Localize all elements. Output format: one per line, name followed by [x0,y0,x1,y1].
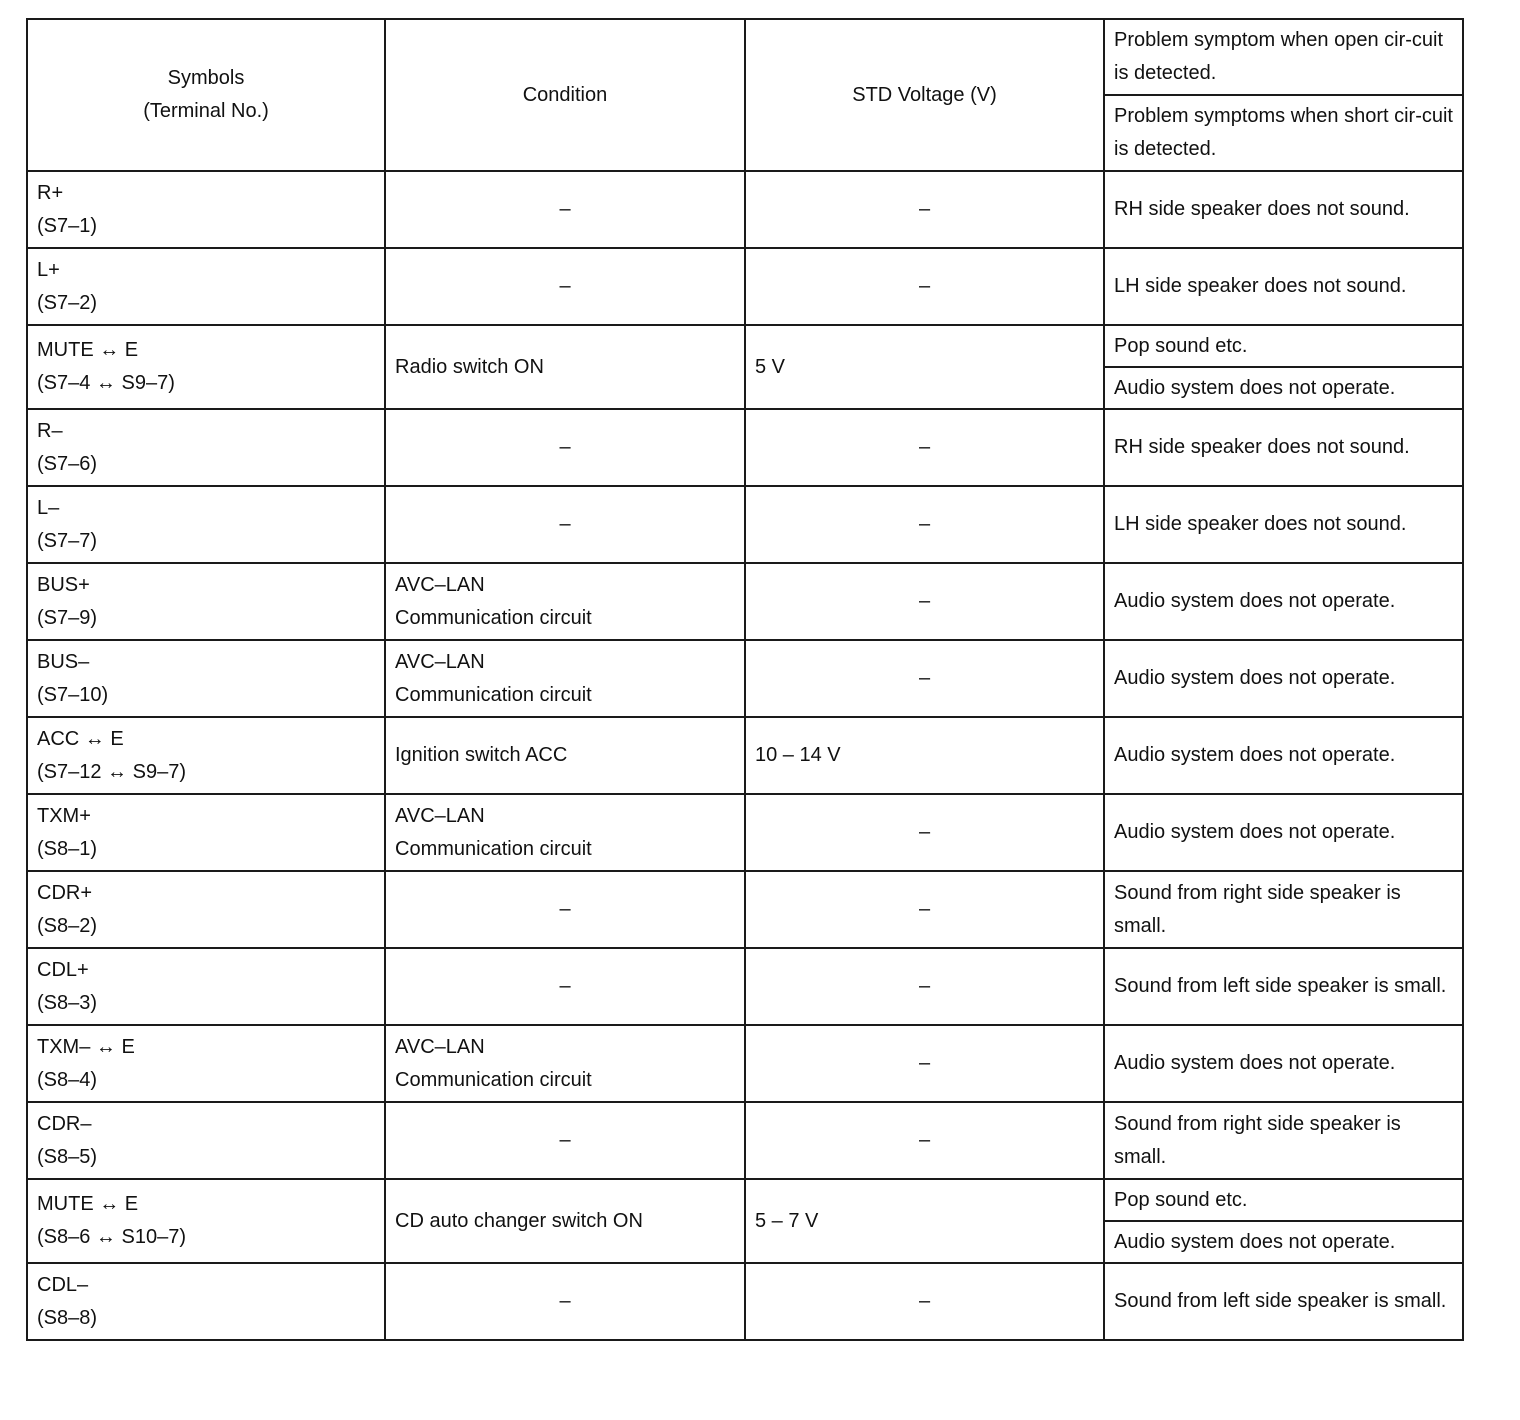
symptom-cell: LH side speaker does not sound. [1104,486,1463,563]
symptom-cell: Sound from left side speaker is small. [1104,1263,1463,1340]
voltage-cell: – [745,948,1104,1025]
symbol-name: CDR– [37,1112,92,1135]
terminal-no: (S7–1) [37,214,98,237]
table-row [27,640,1463,717]
symbol-cell [27,871,385,948]
terminal-no: (S7–6) [37,452,98,475]
condition-cell: Ignition switch ACC [385,717,745,794]
table-row [27,1179,1463,1221]
condition-line1: AVC–LAN [395,804,485,827]
symbol-cell [27,486,385,563]
symptom-short-cell: Audio system does not operate. [1104,1221,1463,1263]
table-row [27,1263,1463,1340]
symptom-cell: Audio system does not operate. [1104,794,1463,871]
header-symbols-line2: (Terminal No.) [143,100,269,122]
symptom-open-cell: Pop sound etc. [1104,1179,1463,1221]
voltage-cell: 5 – 7 V [745,1179,1104,1263]
symbol-name: TXM+ [37,804,91,827]
symbol-name: L+ [37,258,60,281]
symptom-cell: RH side speaker does not sound. [1104,171,1463,248]
symbol-name: BUS+ [37,573,90,596]
condition-line1: AVC–LAN [395,650,485,673]
symbol-cell [27,563,385,640]
symptom-open-cell: Pop sound etc. [1104,325,1463,367]
table-row [27,486,1463,563]
terminal-no: (S7–12 ↔ S9–7) [37,760,186,783]
terminal-no: (S8–5) [37,1145,98,1168]
condition-cell: – [385,248,745,325]
symbol-cell [27,325,385,409]
condition-cell: CD auto changer switch ON [385,1179,745,1263]
header-row [27,19,1463,95]
voltage-cell: – [745,1102,1104,1179]
voltage-cell: – [745,486,1104,563]
condition-cell: – [385,409,745,486]
condition-cell [385,640,745,717]
symbol-name: L– [37,496,60,519]
symbol-cell [27,1179,385,1263]
condition-line1: AVC–LAN [395,1035,485,1058]
symptom-cell: Audio system does not operate. [1104,563,1463,640]
condition-cell [385,1025,745,1102]
condition-cell: Radio switch ON [385,325,745,409]
condition-line2: Communication circuit [395,837,592,860]
terminal-no: (S8–2) [37,914,98,937]
symptom-cell: Sound from right side speaker is small. [1104,1102,1463,1179]
condition-line2: Communication circuit [395,606,592,629]
condition-line2: Communication circuit [395,1068,592,1091]
table-row [27,717,1463,794]
table-row [27,1102,1463,1179]
symptom-cell: Audio system does not operate. [1104,1025,1463,1102]
terminal-no: (S7–2) [37,291,98,314]
voltage-cell: – [745,871,1104,948]
symbol-cell [27,717,385,794]
terminal-no: (S8–8) [37,1306,98,1329]
terminal-voltage-table [26,18,1464,1341]
voltage-cell: – [745,640,1104,717]
symbol-name: BUS– [37,650,90,673]
symbol-cell [27,171,385,248]
terminal-no: (S8–1) [37,837,98,860]
symbol-cell [27,248,385,325]
condition-cell: – [385,486,745,563]
terminal-no: (S7–9) [37,606,98,629]
condition-line1: AVC–LAN [395,573,485,596]
symbol-name: CDL– [37,1273,89,1296]
symbol-cell [27,1263,385,1340]
symbol-cell [27,948,385,1025]
table-row [27,948,1463,1025]
symbol-name: CDL+ [37,958,89,981]
symptom-cell: RH side speaker does not sound. [1104,409,1463,486]
voltage-cell: – [745,1263,1104,1340]
symptom-cell: Sound from left side speaker is small. [1104,948,1463,1025]
terminal-no: (S8–6 ↔ S10–7) [37,1226,186,1248]
symptom-short-cell: Audio system does not operate. [1104,367,1463,409]
voltage-cell: – [745,794,1104,871]
condition-cell: – [385,1102,745,1179]
header-std-voltage: STD Voltage (V) [745,19,1104,171]
header-open-circuit-symptom: Problem symptom when open cir-cuit is detected. [1104,19,1463,95]
condition-cell: – [385,171,745,248]
voltage-cell: – [745,409,1104,486]
terminal-no: (S7–10) [37,683,109,706]
condition-line2: Communication circuit [395,683,592,706]
symbol-name: MUTE ↔ E [37,339,139,361]
symbol-name: CDR+ [37,881,93,904]
voltage-cell: – [745,171,1104,248]
symptom-cell: Sound from right side speaker is small. [1104,871,1463,948]
voltage-cell: 5 V [745,325,1104,409]
condition-cell: – [385,1263,745,1340]
symbol-cell [27,1025,385,1102]
symbol-name: R+ [37,181,64,204]
table-row [27,794,1463,871]
condition-cell [385,563,745,640]
header-symbols-line1: Symbols [167,67,245,89]
terminal-no: (S8–4) [37,1068,98,1091]
header-condition: Condition [385,19,745,171]
table-row [27,171,1463,248]
symbol-name: R– [37,419,63,442]
terminal-no: (S7–4 ↔ S9–7) [37,372,175,394]
symbol-cell [27,409,385,486]
symptom-cell: LH side speaker does not sound. [1104,248,1463,325]
voltage-cell: 10 – 14 V [745,717,1104,794]
symbol-name: TXM– ↔ E [37,1035,135,1058]
terminal-no: (S7–7) [37,529,98,552]
symptom-cell: Audio system does not operate. [1104,717,1463,794]
voltage-cell: – [745,1025,1104,1102]
table-row [27,871,1463,948]
table-row [27,325,1463,367]
symptom-cell: Audio system does not operate. [1104,640,1463,717]
table-row [27,1025,1463,1102]
table-row [27,563,1463,640]
symbol-cell [27,640,385,717]
condition-cell: – [385,871,745,948]
voltage-cell: – [745,563,1104,640]
symbol-name: MUTE ↔ E [37,1193,139,1215]
symbol-cell [27,1102,385,1179]
table-row [27,409,1463,486]
terminal-no: (S8–3) [37,991,98,1014]
table-row [27,248,1463,325]
symbol-name: ACC ↔ E [37,727,124,750]
symbol-cell [27,794,385,871]
condition-cell: – [385,948,745,1025]
header-short-circuit-symptom: Problem symptoms when short cir-cuit is detected. [1104,95,1463,171]
condition-cell [385,794,745,871]
voltage-cell: – [745,248,1104,325]
header-symbols [27,19,385,171]
